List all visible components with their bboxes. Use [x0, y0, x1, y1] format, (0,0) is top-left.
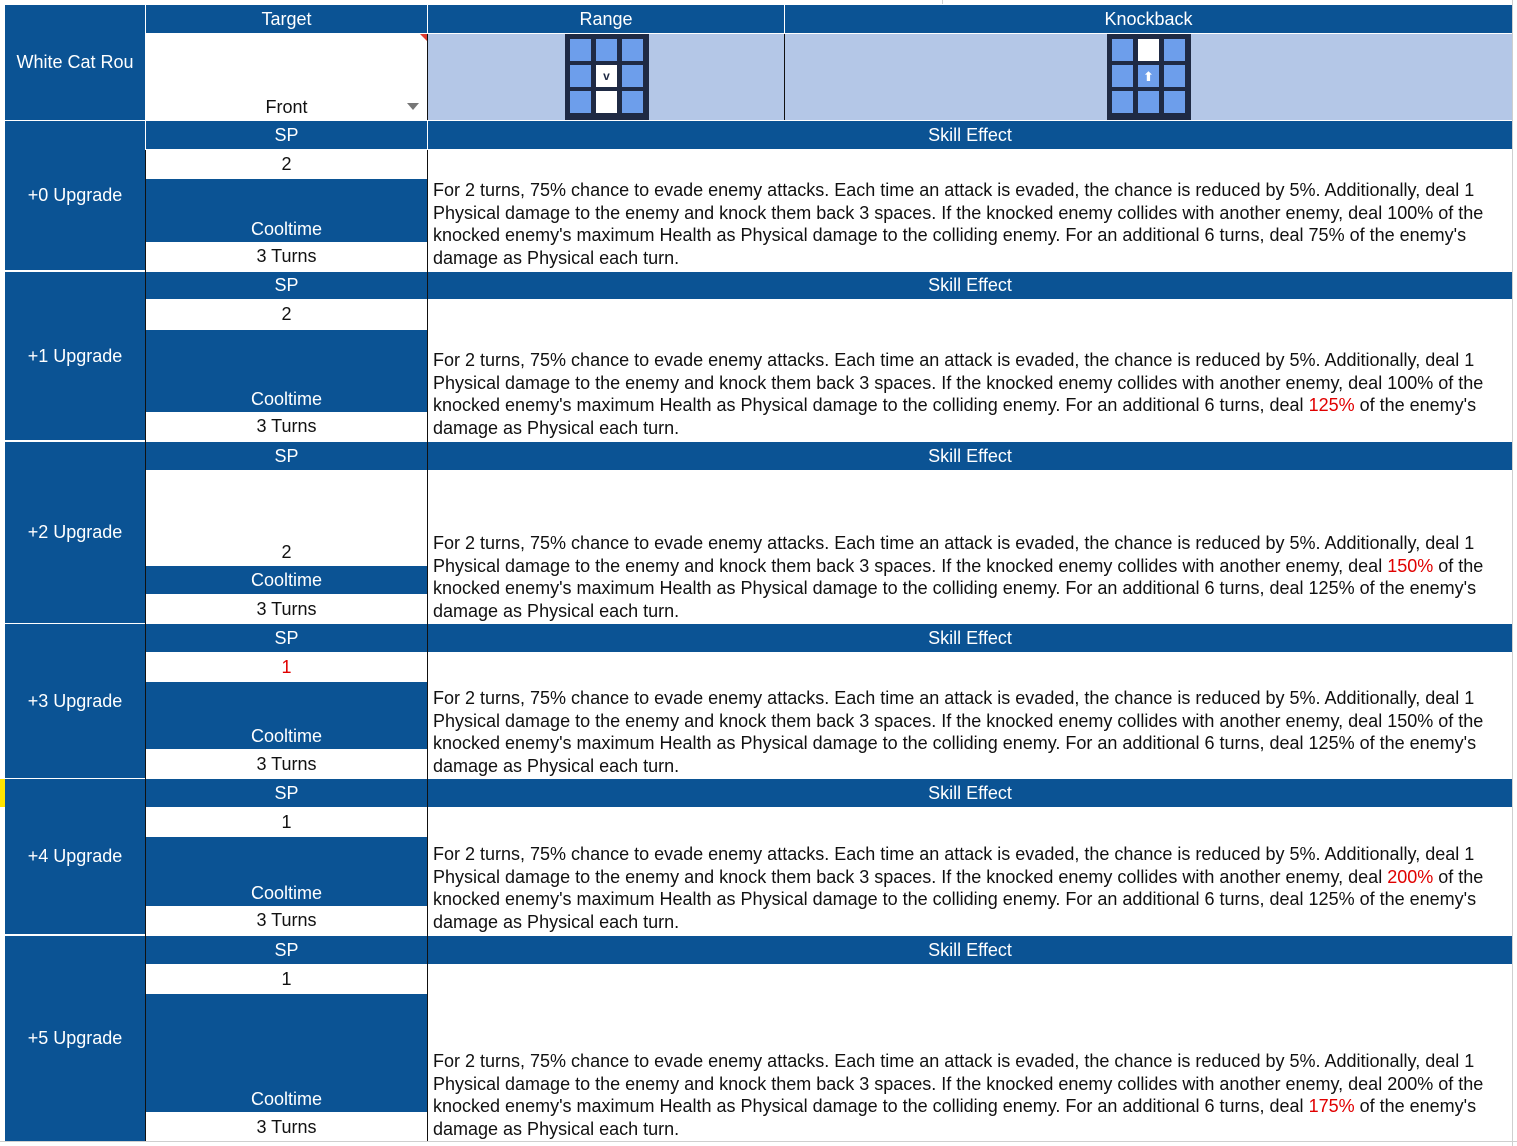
cooltime-header-3[interactable] — [146, 682, 427, 749]
effect-text-after: of the knocked enemy's maximum Health as Physical damage to the colliding enemy. For an additional 6 turns, deal 125% of the enemy's damage as Physical each turn. — [433, 555, 1484, 621]
effect-paragraph — [433, 687, 1508, 777]
upgrade-label-0[interactable]: +0 Upgrade — [5, 121, 145, 270]
cooltime-value-0[interactable]: 3 Turns — [146, 243, 427, 270]
header-knockback[interactable]: Knockback — [785, 5, 1512, 33]
skill-effect-text-4[interactable] — [428, 808, 1512, 934]
upgrade-label-4[interactable]: +4 Upgrade — [5, 779, 145, 934]
upgrade-label-3[interactable]: +3 Upgrade — [5, 624, 145, 778]
range-glyph: v — [603, 69, 610, 83]
effect-text-after: of the enemy's damage as Physical each turn. — [433, 395, 1477, 438]
effect-text-after: of the enemy's damage as Physical each turn. — [433, 1096, 1477, 1139]
sp-header-4[interactable]: SP — [146, 779, 427, 807]
skill-effect-text-5[interactable] — [428, 965, 1512, 1141]
grid-line — [942, 0, 943, 4]
skill-effect-text-1[interactable] — [428, 300, 1512, 440]
effect-highlight: 150% — [1387, 555, 1434, 576]
upgrade-label-2[interactable]: +2 Upgrade — [5, 442, 145, 623]
sp-value-4[interactable]: 1 — [146, 808, 427, 836]
effect-text: For 2 turns, 75% chance to evade enemy attacks. Each time an attack is evaded, the chance is reduced by 5%. Additionally, deal 1 Physical damage to the enemy and knock them back 3 spaces. If the knocked enemy collides with another enemy, deal — [433, 844, 1475, 887]
skill-effect-text-2[interactable] — [428, 471, 1512, 623]
effect-paragraph — [433, 349, 1508, 439]
upgrade-label-1[interactable]: +1 Upgrade — [5, 272, 145, 440]
cooltime-label: Cooltime — [250, 1089, 323, 1109]
sp-header-5[interactable]: SP — [146, 936, 427, 964]
effect-text: For 2 turns, 75% chance to evade enemy attacks. Each time an attack is evaded, the chance is reduced by 5%. Additionally, deal 1 Physical damage to the enemy and knock them back 3 spaces. If the knocked enemy collides with another enemy, deal — [433, 533, 1475, 576]
cooltime-label: Cooltime — [250, 883, 323, 903]
effect-highlight: 125% — [1308, 395, 1355, 415]
column-divider — [784, 34, 785, 120]
cooltime-header-0[interactable] — [146, 179, 427, 242]
cooltime-value-4[interactable]: 3 Turns — [146, 907, 427, 934]
range-grid-icon — [565, 34, 649, 120]
upgrade-label-5[interactable]: +5 Upgrade — [5, 936, 145, 1141]
cooltime-label: Cooltime — [250, 219, 323, 239]
cooltime-header-2[interactable]: Cooltime — [146, 566, 427, 594]
grid-line — [1512, 0, 1513, 1146]
sp-value-3[interactable]: 1 — [146, 653, 427, 681]
cooltime-value-1[interactable]: 3 Turns — [146, 413, 427, 440]
skill-effect-header-0[interactable]: Skill Effect — [428, 121, 1512, 149]
column-divider — [427, 150, 428, 1141]
skill-effect-header-3[interactable]: Skill Effect — [428, 624, 1512, 652]
effect-text-after: of the knocked enemy's maximum Health as Physical damage to the colliding enemy. For an additional 6 turns, deal 125% of the enemy's damage as Physical each turn. — [433, 866, 1484, 932]
column-divider — [145, 150, 146, 1141]
target-dropdown-cell[interactable] — [146, 34, 427, 120]
cooltime-header-1[interactable] — [146, 330, 427, 412]
dropdown-arrow-icon[interactable] — [407, 103, 419, 110]
skill-effect-text-3[interactable] — [428, 653, 1512, 778]
effect-highlight: 175% — [1308, 1096, 1355, 1116]
cooltime-label: Cooltime — [250, 726, 323, 746]
skill-effect-header-5[interactable]: Skill Effect — [428, 936, 1512, 964]
sp-value-5[interactable]: 1 — [146, 965, 427, 993]
header-target[interactable]: Target — [146, 5, 427, 33]
target-value: Front — [265, 97, 308, 117]
column-divider — [427, 34, 428, 120]
effect-text: For 2 turns, 75% chance to evade enemy attacks. Each time an attack is evaded, the chance is reduced by 5%. Additionally, deal 1 Physical damage to the enemy and knock them back 3 spaces. If the knocked enemy collides with another enemy, deal 150% of the knocked enemy's maximum Health as Physical damage to the colliding enemy. For an additional 6 turns, deal 125% of the enemy's damage as Physical each turn. — [433, 688, 1484, 776]
skill-effect-header-4[interactable]: Skill Effect — [428, 779, 1512, 807]
sp-header-3[interactable]: SP — [146, 624, 427, 652]
sp-value-2[interactable]: 2 — [146, 471, 427, 565]
sp-value-0[interactable]: 2 — [146, 150, 427, 178]
cooltime-value-5[interactable]: 3 Turns — [146, 1113, 427, 1141]
knockback-glyph: ⬆ — [1143, 70, 1154, 85]
header-range[interactable]: Range — [428, 5, 784, 33]
cooltime-header-5[interactable] — [146, 994, 427, 1112]
skill-effect-text-0[interactable] — [428, 150, 1512, 270]
effect-highlight: 200% — [1387, 866, 1434, 887]
sp-header-0[interactable]: SP — [146, 121, 427, 149]
effect-text: For 2 turns, 75% chance to evade enemy attacks. Each time an attack is evaded, the chance is reduced by 5%. Additionally, deal 1 Physical damage to the enemy and knock them back 3 spaces. If the knocked enemy collides with another enemy, deal 200% of the knocked enemy's maximum Health as Physical damage to the colliding enemy. For an additional 6 turns, deal — [433, 1051, 1484, 1116]
skill-effect-header-2[interactable]: Skill Effect — [428, 442, 1512, 470]
cooltime-value-3[interactable]: 3 Turns — [146, 750, 427, 778]
sp-header-2[interactable]: SP — [146, 442, 427, 470]
cooltime-value-2[interactable]: 3 Turns — [146, 595, 427, 623]
effect-paragraph — [433, 179, 1508, 269]
grid-line — [0, 1141, 1517, 1142]
knockback-grid-icon — [1107, 34, 1191, 120]
effect-paragraph — [433, 1050, 1508, 1140]
skill-name-cell[interactable]: White Cat Rou — [5, 5, 145, 120]
effect-text: For 2 turns, 75% chance to evade enemy attacks. Each time an attack is evaded, the chance is reduced by 5%. Additionally, deal 1 Physical damage to the enemy and knock them back 3 spaces. If the knocked enemy collides with another enemy, deal 100% of the knocked enemy's maximum Health as Physical damage to the colliding enemy. For an additional 6 turns, deal — [433, 350, 1484, 415]
sp-value-1[interactable]: 2 — [146, 300, 427, 329]
cooltime-header-4[interactable] — [146, 837, 427, 906]
skill-effect-header-1[interactable]: Skill Effect — [428, 272, 1512, 299]
cooltime-label: Cooltime — [250, 389, 323, 409]
sp-header-1[interactable]: SP — [146, 272, 427, 299]
effect-paragraph — [433, 532, 1508, 622]
effect-text: For 2 turns, 75% chance to evade enemy attacks. Each time an attack is evaded, the chance is reduced by 5%. Additionally, deal 1 Physical damage to the enemy and knock them back 3 spaces. If the knocked enemy collides with another enemy, deal 100% of the knocked enemy's maximum Health as Physical damage to the colliding enemy. For an additional 6 turns, deal 75% of the enemy's damage as Physical each turn. — [433, 180, 1484, 268]
comment-indicator-icon — [420, 34, 427, 41]
effect-paragraph — [433, 843, 1508, 933]
